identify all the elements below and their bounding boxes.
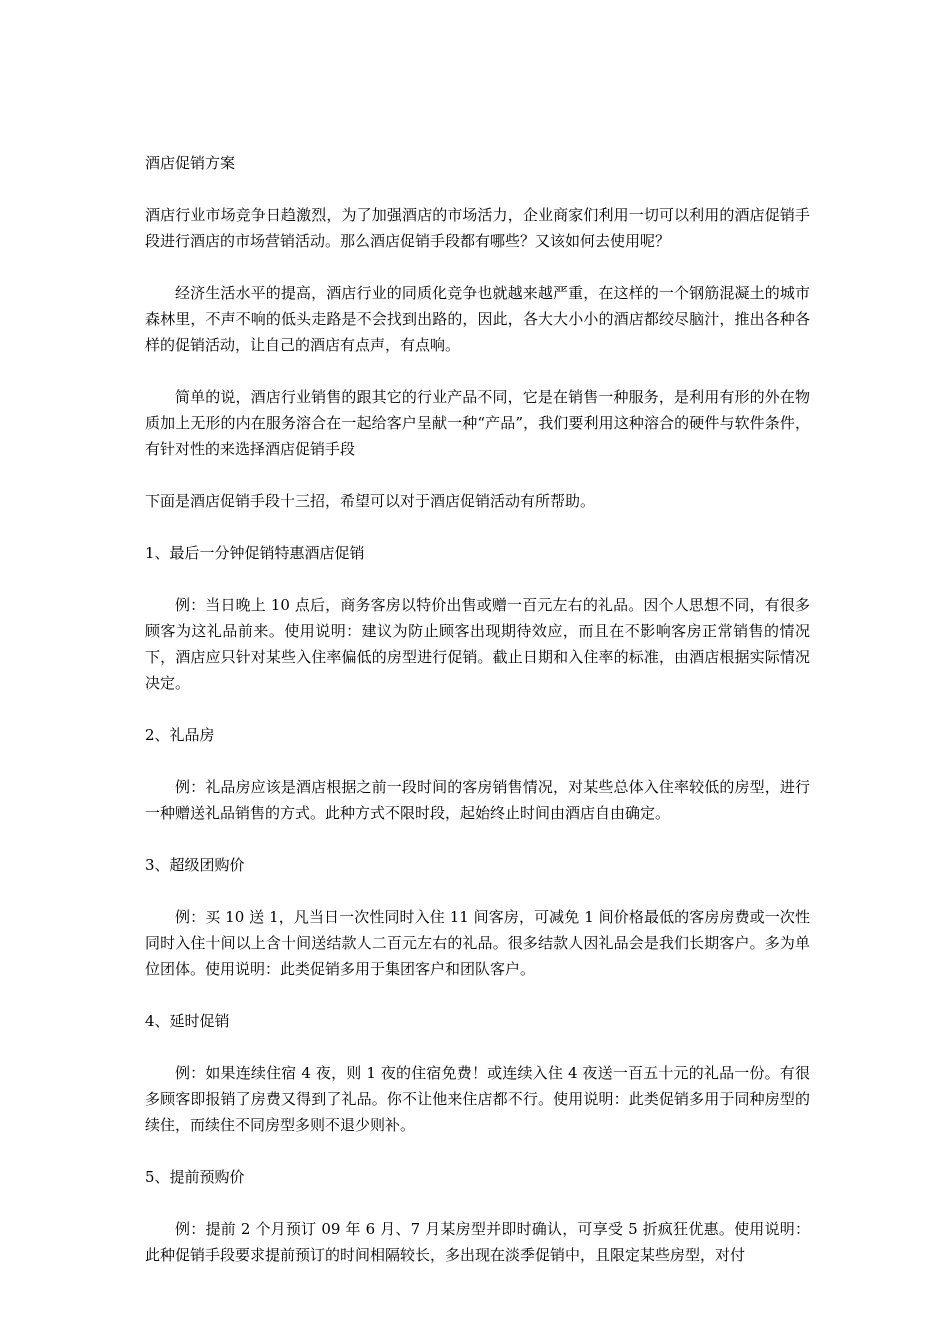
section-body: 例：买 10 送 1，凡当日一次性同时入住 11 间客房，可减免 1 间价格最低的客房房费或一次性同时入住十间以上含十间送结款人二百元左右的礼品。很多结款人因礼品会是我们长期客户。多为单位团体。使用说明：此类促销多用于集团客户和团队客户。 bbox=[145, 908, 810, 978]
background-paragraph: 经济生活水平的提高，酒店行业的同质化竞争也就越来越严重，在这样的一个钢筋混凝土的城市森林里，不声不响的低头走路是不会找到出路的，因此，各大大小小的酒店都绞尽脑汁，推出各种各样的促销活动，让自己的酒店有点声，有点响。 bbox=[145, 284, 810, 354]
intro-paragraph: 酒店行业市场竞争日趋激烈，为了加强酒店的市场活力，企业商家们利用一切可以利用的酒店促销手段进行酒店的市场营销活动。那么酒店促销手段都有哪些？又该如何去使用呢？ bbox=[145, 206, 810, 250]
section-heading: 3、超级团购价 bbox=[145, 856, 245, 874]
section-heading: 2、礼品房 bbox=[145, 726, 215, 744]
section-heading: 5、提前预购价 bbox=[145, 1168, 245, 1186]
explanation-paragraph: 简单的说，酒店行业销售的跟其它的行业产品不同，它是在销售一种服务，是利用有形的外在物质加上无形的内在服务溶合在一起给客户呈献一种“产品”，我们要利用这种溶合的硬件与软件条件，有针对性的来选择酒店促销手段 bbox=[145, 388, 810, 458]
document-title: 酒店促销方案 bbox=[145, 154, 236, 172]
section-body: 例：如果连续住宿 4 夜，则 1 夜的住宿免费！或连续入住 4 夜送一百五十元的礼品一份。有很多顾客即报销了房费又得到了礼品。你不让他来住店都不行。使用说明：此类促销多用于同种房型的续住，而续住不同房型多则不退少则补。 bbox=[145, 1064, 810, 1134]
section-body: 例：提前 2 个月预订 09 年 6 月、7 月某房型并即时确认，可享受 5 折疯狂优惠。使用说明：此种促销手段要求提前预订的时间相隔较长，多出现在淡季促销中，且限定某些房型，对付 bbox=[145, 1220, 810, 1264]
section-body: 例：礼品房应该是酒店根据之前一段时间的客房销售情况，对某些总体入住率较低的房型，进行一种赠送礼品销售的方式。此种方式不限时段，起始终止时间由酒店自由确定。 bbox=[145, 778, 810, 822]
section-heading: 4、延时促销 bbox=[145, 1012, 230, 1030]
document-page bbox=[145, 150, 810, 1268]
section-body: 例：当日晚上 10 点后，商务客房以特价出售或赠一百元左右的礼品。因个人思想不同，有很多顾客为这礼品前来。使用说明：建议为防止顾客出现期待效应，而且在不影响客房正常销售的情况下，酒店应只针对某些入住率偏低的房型进行促销。截止日期和入住率的标准，由酒店根据实际情况决定。 bbox=[145, 596, 810, 692]
lead-paragraph: 下面是酒店促销手段十三招，希望可以对于酒店促销活动有所帮助。 bbox=[145, 492, 596, 510]
section-heading: 1、最后一分钟促销特惠酒店促销 bbox=[145, 544, 365, 562]
